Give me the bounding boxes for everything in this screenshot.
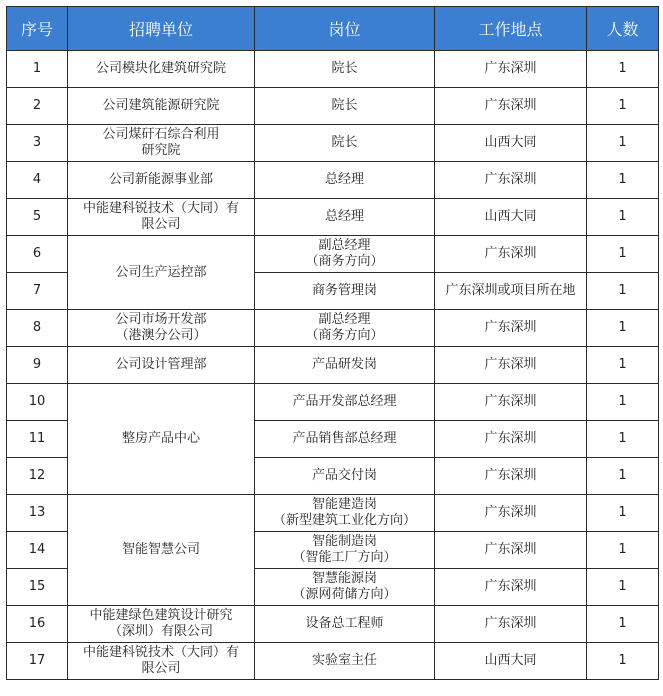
- cell-unit: [68, 310, 255, 347]
- position-text: 实验室主任: [311, 653, 377, 668]
- unit-text: 公司煤矸石综合利用: [102, 127, 220, 142]
- cell-count: 1: [587, 495, 659, 532]
- position-text: 智能制造岗: [311, 534, 377, 549]
- cell-no: 6: [7, 236, 68, 273]
- table-row: [7, 88, 659, 125]
- cell-no: 10: [7, 384, 68, 421]
- cell-position: [255, 273, 435, 310]
- cell-location: 广东深圳: [435, 162, 587, 199]
- cell-count: 1: [587, 384, 659, 421]
- cell-location: 广东深圳: [435, 532, 587, 569]
- table-row: [7, 125, 659, 162]
- header-position: 岗位: [255, 7, 435, 51]
- cell-location: 广东深圳: [435, 88, 587, 125]
- cell-no: 3: [7, 125, 68, 162]
- cell-unit: [68, 162, 255, 199]
- header-unit: 招聘单位: [68, 7, 255, 51]
- cell-unit: [68, 88, 255, 125]
- cell-unit: [68, 606, 255, 643]
- cell-count: 1: [587, 199, 659, 236]
- cell-no: 17: [7, 643, 68, 680]
- cell-location: 广东深圳: [435, 458, 587, 495]
- position-text: 智慧能源岗: [311, 571, 377, 586]
- position-text: 商务管理岗: [311, 283, 377, 298]
- position-text: （商务方向）: [305, 254, 384, 269]
- unit-text: （深圳）有限公司: [108, 624, 213, 639]
- position-text: 产品研发岗: [311, 357, 377, 372]
- cell-no: 13: [7, 495, 68, 532]
- cell-location: 广东深圳: [435, 421, 587, 458]
- cell-count: 1: [587, 162, 659, 199]
- cell-unit: [68, 643, 255, 680]
- cell-position: [255, 606, 435, 643]
- cell-count: 1: [587, 643, 659, 680]
- position-text: 总经理: [324, 172, 364, 187]
- cell-count: 1: [587, 88, 659, 125]
- cell-position: [255, 532, 435, 569]
- cell-location: 广东深圳: [435, 310, 587, 347]
- table-row: [7, 236, 659, 273]
- cell-unit: [68, 384, 255, 495]
- cell-position: [255, 495, 435, 532]
- recruitment-table: [6, 6, 659, 680]
- unit-text: 公司新能源事业部: [108, 172, 213, 187]
- cell-no: 1: [7, 51, 68, 88]
- cell-location: 山西大同: [435, 643, 587, 680]
- position-text: （智能工厂方向）: [292, 550, 397, 565]
- cell-unit: [68, 199, 255, 236]
- cell-no: 9: [7, 347, 68, 384]
- cell-no: 7: [7, 273, 68, 310]
- unit-text: 限公司: [141, 217, 181, 232]
- position-text: 智能建造岗: [311, 497, 377, 512]
- position-text: 副总经理: [318, 312, 371, 327]
- cell-position: [255, 384, 435, 421]
- cell-no: 15: [7, 569, 68, 606]
- table-header: [7, 7, 659, 51]
- position-text: 副总经理: [318, 238, 371, 253]
- position-text: 产品销售部总经理: [292, 431, 397, 446]
- table-row: [7, 199, 659, 236]
- unit-text: 公司生产运控部: [115, 264, 207, 280]
- cell-no: 14: [7, 532, 68, 569]
- cell-position: [255, 236, 435, 273]
- cell-position: [255, 347, 435, 384]
- header-location: 工作地点: [435, 7, 587, 51]
- cell-unit: [68, 236, 255, 310]
- cell-position: [255, 162, 435, 199]
- cell-position: [255, 51, 435, 88]
- cell-unit: [68, 347, 255, 384]
- cell-count: 1: [587, 606, 659, 643]
- cell-count: 1: [587, 458, 659, 495]
- cell-location: 广东深圳或项目所在地: [435, 273, 587, 310]
- cell-unit: [68, 51, 255, 88]
- cell-no: 11: [7, 421, 68, 458]
- cell-unit: [68, 495, 255, 606]
- header-row: [7, 7, 659, 51]
- table-row: [7, 162, 659, 199]
- unit-text: 智能智慧公司: [121, 542, 200, 557]
- cell-count: 1: [587, 569, 659, 606]
- cell-location: 广东深圳: [435, 569, 587, 606]
- cell-no: 8: [7, 310, 68, 347]
- unit-text: 公司模块化建筑研究院: [95, 61, 226, 76]
- unit-text: 中能建科锐技术（大同）有: [82, 201, 239, 216]
- position-text: 设备总工程师: [305, 616, 384, 631]
- cell-count: 1: [587, 421, 659, 458]
- table-row: [7, 643, 659, 680]
- cell-no: 2: [7, 88, 68, 125]
- position-text: 院长: [331, 61, 358, 76]
- cell-position: [255, 421, 435, 458]
- cell-location: 广东深圳: [435, 236, 587, 273]
- unit-text: 公司建筑能源研究院: [102, 98, 220, 113]
- cell-location: 山西大同: [435, 125, 587, 162]
- cell-position: [255, 88, 435, 125]
- cell-count: 1: [587, 347, 659, 384]
- cell-position: [255, 310, 435, 347]
- cell-location: 广东深圳: [435, 606, 587, 643]
- cell-position: [255, 199, 435, 236]
- table-row: [7, 347, 659, 384]
- header-count: 人数: [587, 7, 659, 51]
- position-text: 院长: [331, 135, 358, 150]
- cell-location: 广东深圳: [435, 495, 587, 532]
- header-no: 序号: [7, 7, 68, 51]
- position-text: （新型建筑工业化方向）: [272, 513, 416, 528]
- table-row: [7, 384, 659, 421]
- cell-unit: [68, 125, 255, 162]
- cell-count: 1: [587, 273, 659, 310]
- table-row: [7, 495, 659, 532]
- cell-position: [255, 458, 435, 495]
- position-text: （商务方向）: [305, 328, 384, 343]
- unit-text: 公司设计管理部: [115, 357, 207, 372]
- cell-position: [255, 125, 435, 162]
- cell-count: 1: [587, 310, 659, 347]
- cell-position: [255, 643, 435, 680]
- position-text: 产品交付岗: [311, 468, 377, 483]
- position-text: 总经理: [324, 209, 364, 224]
- position-text: （源网荷储方向）: [292, 587, 397, 602]
- unit-text: （港澳分公司）: [115, 328, 207, 343]
- unit-text: 中能建绿色建筑设计研究: [89, 608, 233, 623]
- cell-no: 12: [7, 458, 68, 495]
- cell-count: 1: [587, 51, 659, 88]
- cell-no: 5: [7, 199, 68, 236]
- table-body: [7, 51, 659, 680]
- position-text: 院长: [331, 98, 358, 113]
- cell-no: 16: [7, 606, 68, 643]
- cell-location: 广东深圳: [435, 384, 587, 421]
- cell-count: 1: [587, 532, 659, 569]
- unit-text: 限公司: [141, 661, 181, 676]
- table-row: [7, 51, 659, 88]
- cell-no: 4: [7, 162, 68, 199]
- unit-text: 公司市场开发部: [115, 312, 207, 327]
- cell-location: 广东深圳: [435, 51, 587, 88]
- position-text: 产品开发部总经理: [292, 394, 397, 409]
- cell-location: 广东深圳: [435, 347, 587, 384]
- table-row: [7, 310, 659, 347]
- cell-count: 1: [587, 236, 659, 273]
- unit-text: 研究院: [141, 143, 181, 158]
- cell-position: [255, 569, 435, 606]
- cell-count: 1: [587, 125, 659, 162]
- unit-text: 中能建科锐技术（大同）有: [82, 645, 239, 660]
- cell-location: 山西大同: [435, 199, 587, 236]
- table-row: [7, 606, 659, 643]
- unit-text: 整房产品中心: [121, 431, 200, 446]
